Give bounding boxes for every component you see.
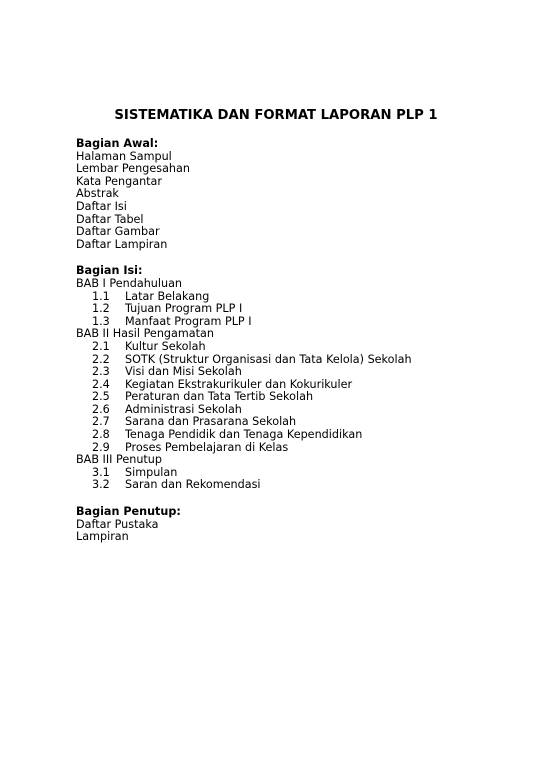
document-page bbox=[76, 108, 476, 544]
subchapter-number: 2.8 bbox=[92, 428, 110, 442]
chapter-label: BAB I Pendahuluan bbox=[76, 276, 183, 290]
subchapter-number: 2.9 bbox=[92, 440, 110, 454]
subchapter-number: 1.3 bbox=[92, 314, 110, 328]
subchapter-row bbox=[76, 391, 476, 404]
subchapter-number: 2.6 bbox=[92, 402, 110, 416]
list-item: Daftar Tabel bbox=[76, 212, 144, 226]
subchapter-row bbox=[76, 341, 476, 354]
subchapter-title: Manfaat Program PLP I bbox=[125, 314, 252, 328]
list-item: Daftar Gambar bbox=[76, 225, 160, 239]
subchapter-number: 1.1 bbox=[92, 289, 110, 303]
subchapter-number: 2.2 bbox=[92, 352, 110, 366]
list-item: Kata Pengantar bbox=[76, 174, 163, 188]
subchapter-title: Latar Belakang bbox=[125, 289, 210, 303]
list-item: Daftar Isi bbox=[76, 199, 127, 213]
section-heading-awal: Bagian Awal: bbox=[76, 137, 159, 150]
subchapter-title: Kultur Sekolah bbox=[125, 339, 206, 353]
subchapter-number: 1.2 bbox=[92, 302, 110, 316]
section-heading-penutup: Bagian Penutup: bbox=[76, 505, 181, 519]
list-item: Lembar Pengesahan bbox=[76, 162, 190, 176]
subchapter-title: SOTK (Struktur Organisasi dan Tata Kelola) Sekolah bbox=[125, 352, 412, 366]
subchapter-row bbox=[76, 479, 476, 492]
section-bagian-isi bbox=[76, 265, 476, 492]
subchapter-title: Visi dan Misi Sekolah bbox=[125, 365, 242, 379]
document-title: SISTEMATIKA DAN FORMAT LAPORAN PLP 1 bbox=[114, 108, 438, 123]
section-heading-isi: Bagian Isi: bbox=[76, 264, 143, 278]
subchapter-title: Administrasi Sekolah bbox=[125, 402, 242, 416]
subchapter-title: Tenaga Pendidik dan Tenaga Kependidikan bbox=[125, 428, 363, 442]
list-item: Lampiran bbox=[76, 530, 129, 544]
subchapter-number: 2.3 bbox=[92, 365, 110, 379]
list-item: Halaman Sampul bbox=[76, 149, 172, 163]
chapter-label: BAB II Hasil Pengamatan bbox=[76, 327, 214, 341]
subchapter-row bbox=[76, 366, 476, 379]
chapter-label: BAB III Penutup bbox=[76, 453, 163, 467]
section-bagian-penutup bbox=[76, 506, 476, 544]
subchapter-title: Sarana dan Prasarana Sekolah bbox=[125, 415, 297, 429]
subchapter-row bbox=[76, 303, 476, 316]
subchapter-number: 3.1 bbox=[92, 465, 110, 479]
subchapter-number: 2.5 bbox=[92, 390, 110, 404]
subchapter-title: Kegiatan Ekstrakurikuler dan Kokurikuler bbox=[125, 377, 353, 391]
subchapter-title: Proses Pembelajaran di Kelas bbox=[125, 440, 289, 454]
subchapter-number: 2.1 bbox=[92, 339, 110, 353]
subchapter-title: Tujuan Program PLP I bbox=[125, 302, 243, 316]
subchapter-number: 2.7 bbox=[92, 415, 110, 429]
section-bagian-awal bbox=[76, 138, 476, 251]
list-item: Daftar Lampiran bbox=[76, 237, 168, 251]
subchapter-title: Simpulan bbox=[125, 465, 178, 479]
subchapter-number: 3.2 bbox=[92, 478, 110, 492]
subchapter-title: Saran dan Rekomendasi bbox=[125, 478, 261, 492]
subchapter-number: 2.4 bbox=[92, 377, 110, 391]
subchapter-row bbox=[76, 429, 476, 442]
subchapter-title: Peraturan dan Tata Tertib Sekolah bbox=[125, 390, 314, 404]
list-item: Abstrak bbox=[76, 187, 119, 201]
list-item: Daftar Pustaka bbox=[76, 517, 159, 531]
